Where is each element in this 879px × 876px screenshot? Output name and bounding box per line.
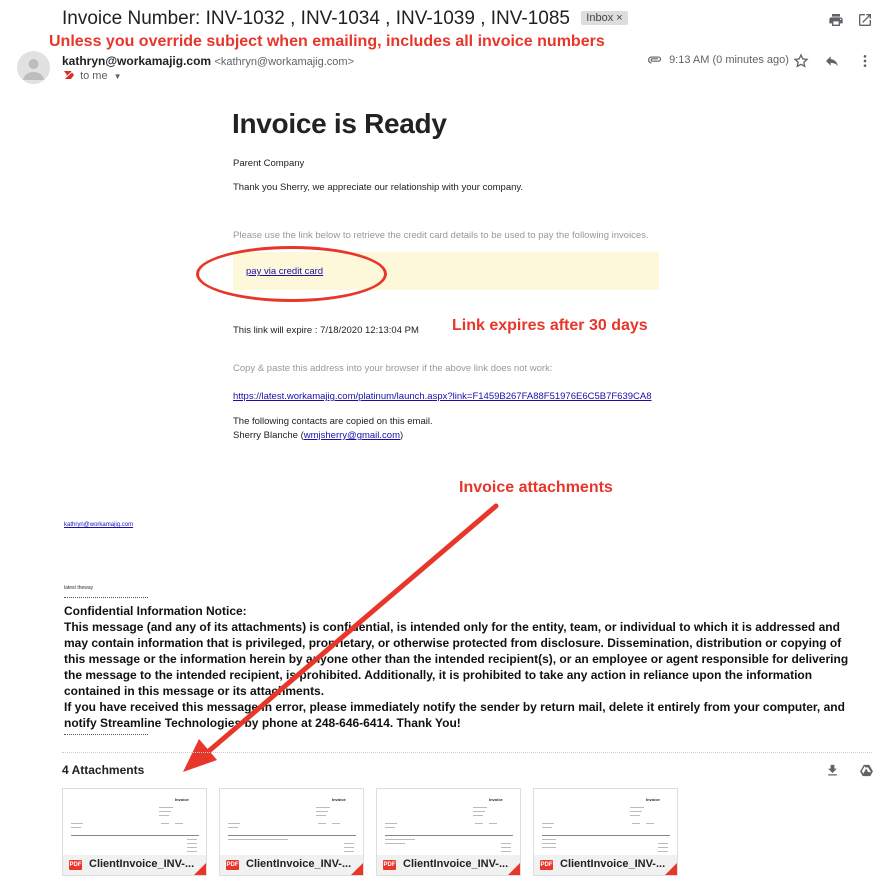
invoice-preview (226, 795, 357, 855)
preview-title: Invoice (646, 797, 660, 802)
attachment-thumbnail-1[interactable] (62, 788, 207, 876)
contact-email-link[interactable]: wmjsherry@gmail.com (303, 430, 400, 441)
attachment-filename: ClientInvoice_INV-... (403, 858, 509, 870)
pdf-icon: PDF (69, 862, 82, 868)
pdf-icon: PDF (540, 862, 553, 868)
attachment-filename: ClientInvoice_INV-... (89, 858, 195, 870)
attachment-thumbnail-2[interactable] (219, 788, 364, 876)
attachment-thumbnail-4[interactable] (533, 788, 678, 876)
payment-url-link[interactable]: https://latest.workamajig.com/platinum/launch.aspx?link=F1459B267FA88F51976E6C5B7F639CA8 (233, 391, 652, 402)
attachments-divider (62, 752, 872, 753)
invoice-preview (540, 795, 671, 855)
contacts-intro: The following contacts are copied on this email. (233, 416, 433, 427)
invoice-preview (69, 795, 200, 855)
page-fold-icon (663, 863, 677, 876)
attachment-thumbnail-3[interactable] (376, 788, 521, 876)
link-expiry-annotation: Link expires after 30 days (452, 317, 648, 334)
preview-title: Invoice (332, 797, 346, 802)
chevron-down-icon[interactable]: ▼ (113, 72, 122, 81)
preview-title: Invoice (489, 797, 503, 802)
company-name: Parent Company (233, 158, 305, 169)
attachment-footer (63, 855, 206, 876)
signature-email-link[interactable]: kathryn@workamajig.com (64, 522, 134, 528)
payment-instructions: Please use the link below to retrieve the credit card details to be used to pay the following invoices. (233, 230, 649, 241)
sender-name[interactable]: kathryn@workamajig.com (62, 54, 212, 68)
copy-paste-instructions: Copy & paste this address into your browser if the above link does not work: (233, 363, 553, 374)
link-expiry-text: This link will expire : 7/18/2020 12:13:04 PM (233, 325, 419, 336)
contact-name: Sherry Blanche ( (233, 430, 304, 441)
confidential-notice-body: This message (and any of its attachments) is confidential, is intended only for the entity, team, or individual to which it is addressed and may contain information that is privileged, proprietary, or otherwise protected from disclosure. Dissemination, distribution or copying of this message or the information herein by anyone other than the intended recipient(s), or an employee or agent responsible for delivering the message to the intended recipient, is prohibited. Additionally, it is prohibited to take any action in reliance upon the information contained in this message or its attachments. (64, 620, 849, 698)
attachment-footer (534, 855, 677, 876)
page-fold-icon (506, 863, 520, 876)
recipient-text: to me (80, 70, 108, 82)
thank-you-text: Thank you Sherry, we appreciate our relationship with your company. (233, 182, 524, 193)
email-heading: Invoice is Ready (232, 108, 447, 139)
preview-title: Invoice (175, 797, 189, 802)
attachment-footer (377, 855, 520, 876)
add-to-drive-icon[interactable] (856, 760, 876, 780)
pay-via-credit-card-link[interactable]: pay via credit card (246, 266, 324, 277)
download-icon[interactable] (822, 760, 842, 780)
attachments-annotation: Invoice attachments (459, 479, 613, 496)
attachment-filename: ClientInvoice_INV-... (560, 858, 666, 870)
timestamp-text: 9:13 AM (0 minutes ago) (669, 54, 789, 66)
attachment-footer (220, 855, 363, 876)
confidential-notice-contact: If you have received this message in error, please immediately notify the sender by return mail, delete it entirely from your computer, and notify Streamline Technologies by phone at 248-646-6414. Thank You! (64, 700, 845, 730)
page-fold-icon (349, 863, 363, 876)
attachments-title: 4 Attachments (62, 763, 145, 777)
pdf-icon: PDF (226, 862, 239, 868)
subject-annotation: Unless you override subject when emailing, includes all invoice numbers (49, 33, 605, 50)
attachment-filename: ClientInvoice_INV-... (246, 858, 352, 870)
subject-text: Invoice Number: INV-1032 , INV-1034 , INV-1039 , INV-1085 (62, 8, 570, 29)
contact-close-paren: ) (399, 430, 404, 441)
pdf-icon: PDF (383, 862, 396, 868)
remove-label-icon[interactable]: × (616, 12, 623, 24)
inbox-label-text: Inbox (586, 12, 614, 24)
signature-tagline: latest theway (64, 585, 94, 591)
confidential-notice-heading: Confidential Information Notice: (64, 604, 247, 618)
invoice-preview (383, 795, 514, 855)
page-fold-icon (192, 863, 206, 876)
sender-address: <kathryn@workamajig.com> (214, 56, 354, 68)
